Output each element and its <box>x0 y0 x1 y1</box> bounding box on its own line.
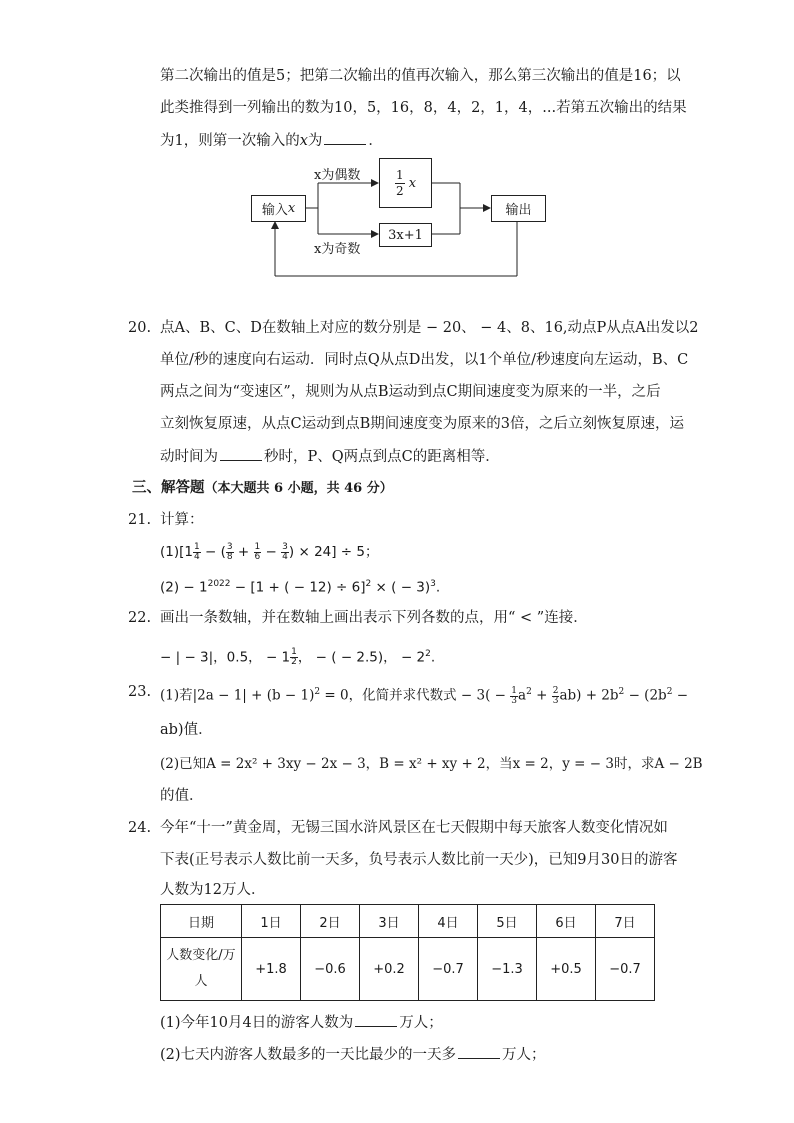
flow-half-den: 2 <box>395 183 404 198</box>
q23-p1-exp-3: 2 <box>618 687 625 697</box>
q23-p1-exp-4: 2 <box>666 687 673 697</box>
q23-part-2-line-2: 的值． <box>160 788 204 804</box>
q21-number: 21. <box>128 512 152 528</box>
q21-part-1 <box>160 542 379 562</box>
flow-input-box <box>251 195 306 222</box>
q21-p1-a: (1)[1 <box>160 544 193 560</box>
q24-sub1-b: 万人； <box>399 1015 443 1031</box>
q24-line-1: 今年“十一”黄金周，无锡三国水浒风景区在七天假期中每天旅客人数变化情况如 <box>160 820 668 836</box>
q20-line-2: 单位/秒的速度向右运动．同时点Q从点D出发，以1个单位/秒速度向左运动，B、C <box>160 352 689 368</box>
q21-p1-b: − ( <box>200 544 226 560</box>
q21-p2-d: . <box>435 579 441 596</box>
q21-p1-f4n: 3 <box>282 541 288 552</box>
q21-p2-b: − [1 + ( − 12) ÷ 6] <box>230 579 366 596</box>
q24-line-2: 下表(正号表示人数比前一天多，负号表示人数比前一天少)，已知9月30日的游客 <box>160 852 678 868</box>
table-cell: −0.6 <box>301 938 360 1001</box>
flowchart-lines <box>0 0 794 300</box>
q24-sub1-blank[interactable] <box>355 1012 397 1027</box>
flow-input-label: 输入 <box>261 203 288 218</box>
table-header-cell: 6日 <box>537 905 596 938</box>
q19-var-x: x <box>299 133 308 149</box>
q21-p1-f2d: 8 <box>226 551 233 562</box>
q23-number: 23. <box>128 684 152 700</box>
q20-line-5-b: 秒时，P、Q两点到点C的距离相等． <box>264 449 500 465</box>
table-header-cell: 1日 <box>242 905 301 938</box>
row-label-line-2: 人 <box>194 974 208 989</box>
q23-f2d: 3 <box>552 695 559 706</box>
q21-p2-exp1: 2022 <box>207 579 231 589</box>
tourist-change-table <box>160 904 655 1001</box>
table-row <box>161 938 655 1001</box>
table-header-row <box>161 905 655 938</box>
q21-p1-f1d: 4 <box>193 551 200 562</box>
q22-line-1: 画出一条数轴，并在数轴上画出表示下列各数的点，用“ < ”连接． <box>160 610 588 626</box>
q19-line-3-text-c: 为 <box>307 133 323 149</box>
q21-p1-e: ) × 24] ÷ 5； <box>288 544 379 560</box>
q23-p1-g: − <box>672 687 689 704</box>
q23-part-2-line-1: (2)已知A = 2x² + 3xy − 2x − 3，B = x² + xy + 2，当x = 2，y = − 3时，求A − 2B <box>160 756 703 772</box>
q24-line-3: 人数为12万人． <box>160 882 266 898</box>
q21-p1-f3d: 6 <box>254 551 261 562</box>
flow-half-box <box>379 158 432 208</box>
q23-p1-exp-1: 2 <box>314 687 321 697</box>
q23-f1n: 1 <box>511 685 518 696</box>
q23-p1-d: + <box>531 687 552 704</box>
q23-p1-b: = 0，化简并求代数式 − 3( − <box>320 687 511 704</box>
row-label-line-1: 人数变化/万 <box>166 948 236 963</box>
q24-sub-2 <box>160 1044 546 1065</box>
table-row-label <box>161 938 242 1001</box>
table-cell: +1.8 <box>242 938 301 1001</box>
q23-p1-c: a <box>518 687 527 704</box>
table-cell: +0.5 <box>537 938 596 1001</box>
q22-fn: 1 <box>291 647 297 657</box>
q20-number: 20. <box>128 320 152 336</box>
q22-l2-c: . <box>430 649 436 666</box>
q23-p1-e: ab) + 2b <box>559 687 619 704</box>
q24-sub2-a: (2)七天内游客人数最多的一天比最少的一天多 <box>160 1047 457 1063</box>
q20-line-3: 两点之间为“变速区”，规则为从点B运动到点C期间速度变为原来的一半，之后 <box>160 384 661 400</box>
q23-frac-1 <box>510 687 518 706</box>
flow-half-fraction <box>395 168 405 199</box>
flow-half-var: x <box>408 175 417 191</box>
q19-line-2: 此类推得到一列输出的数为10，5，16，8，4，2，1，4，...若第五次输出的结果 <box>160 100 687 116</box>
q24-number: 24. <box>128 820 152 836</box>
q20-answer-blank[interactable] <box>220 446 262 461</box>
q20-line-5 <box>160 446 500 467</box>
table-cell: +0.2 <box>360 938 419 1001</box>
q24-sub2-b: 万人； <box>502 1047 546 1063</box>
q21-p1-frac-1 <box>193 543 201 562</box>
flow-even-label: x为偶数 <box>314 168 361 183</box>
table-header-cell: 4日 <box>419 905 478 938</box>
q21-p1-f2n: 3 <box>226 541 233 552</box>
q21-p1-f4d: 4 <box>282 551 288 562</box>
q24-sub2-blank[interactable] <box>458 1044 500 1059</box>
q22-exp: 2 <box>425 649 431 659</box>
table-header-cell: 日期 <box>161 905 242 938</box>
q24-sub1-a: (1)今年10月4日的游客人数为 <box>160 1015 354 1031</box>
q22-frac <box>290 648 298 667</box>
q21-p2-exp2: 2 <box>365 579 372 589</box>
table-cell: −1.3 <box>478 938 537 1001</box>
q21-p1-frac-4 <box>281 543 289 562</box>
table-cell: −0.7 <box>419 938 478 1001</box>
q23-p1-f: − (2b <box>624 687 667 704</box>
q21-p1-d: − <box>261 544 282 560</box>
q21-p2-a: (2) − 1 <box>160 579 208 596</box>
q22-l2-a: − | − 3|，0.5， − 1 <box>160 649 291 666</box>
flow-odd-box: 3x+1 <box>379 223 432 247</box>
q21-p1-frac-2 <box>226 543 234 562</box>
section-3-label: 三、解答题 <box>132 479 205 496</box>
q21-p2-exp3: 3 <box>430 579 436 589</box>
section-3-detail: （本大题共 6 小题，共 46 分） <box>204 481 393 496</box>
table-header-cell: 5日 <box>478 905 537 938</box>
q24-sub-1 <box>160 1012 443 1033</box>
q22-l2-b: ， − ( − 2.5)， − 2 <box>297 649 426 666</box>
q20-line-4: 立刻恢复原速，从点C运动到点B期间速度变为原来的3倍，之后立刻恢复原速，运 <box>160 416 684 432</box>
table-header-cell: 3日 <box>360 905 419 938</box>
q23-f1d: 3 <box>511 695 518 706</box>
table-header-cell: 2日 <box>301 905 360 938</box>
q23-p1-exp-2: 2 <box>526 687 532 697</box>
q20-line-1: 点A、B、C、D在数轴上对应的数分别是 − 20、 − 4、8、16,动点P从点A出发以2 <box>160 320 699 336</box>
table-header-cell: 7日 <box>596 905 655 938</box>
q23-p1-a: (1)若|2a − 1| + (b − 1) <box>160 687 315 704</box>
q21-p1-f3n: 1 <box>254 541 261 552</box>
q19-line-3-end: ． <box>368 133 383 149</box>
section-3-header <box>132 478 393 499</box>
q22-number: 22. <box>128 610 152 626</box>
q21-p1-c: + <box>233 544 254 560</box>
q23-part-1-line-2: ab)值． <box>160 722 213 738</box>
q19-line-3-text-a: 为1，则第一次输入的 <box>160 133 300 149</box>
q23-f2n: 2 <box>552 685 559 696</box>
q23-part-1-line-1 <box>160 682 688 706</box>
q20-line-5-a: 动时间为 <box>160 449 218 465</box>
table-cell: −0.7 <box>596 938 655 1001</box>
q22-fd: 2 <box>291 657 297 667</box>
q21-part-2 <box>160 574 440 598</box>
q21-title: 计算： <box>160 512 204 528</box>
q19-line-1: 第二次输出的值是5；把第二次输出的值再次输入，那么第三次输出的值是16；以 <box>160 68 681 84</box>
q21-p2-c: × ( − 3) <box>371 579 431 596</box>
flow-input-var: x <box>287 201 296 216</box>
flow-half-num: 1 <box>395 167 404 182</box>
q22-line-2 <box>160 644 435 668</box>
q21-p1-f1n: 1 <box>193 541 200 552</box>
flow-output-box: 输出 <box>491 195 546 222</box>
flow-odd-label: x为奇数 <box>314 242 361 257</box>
